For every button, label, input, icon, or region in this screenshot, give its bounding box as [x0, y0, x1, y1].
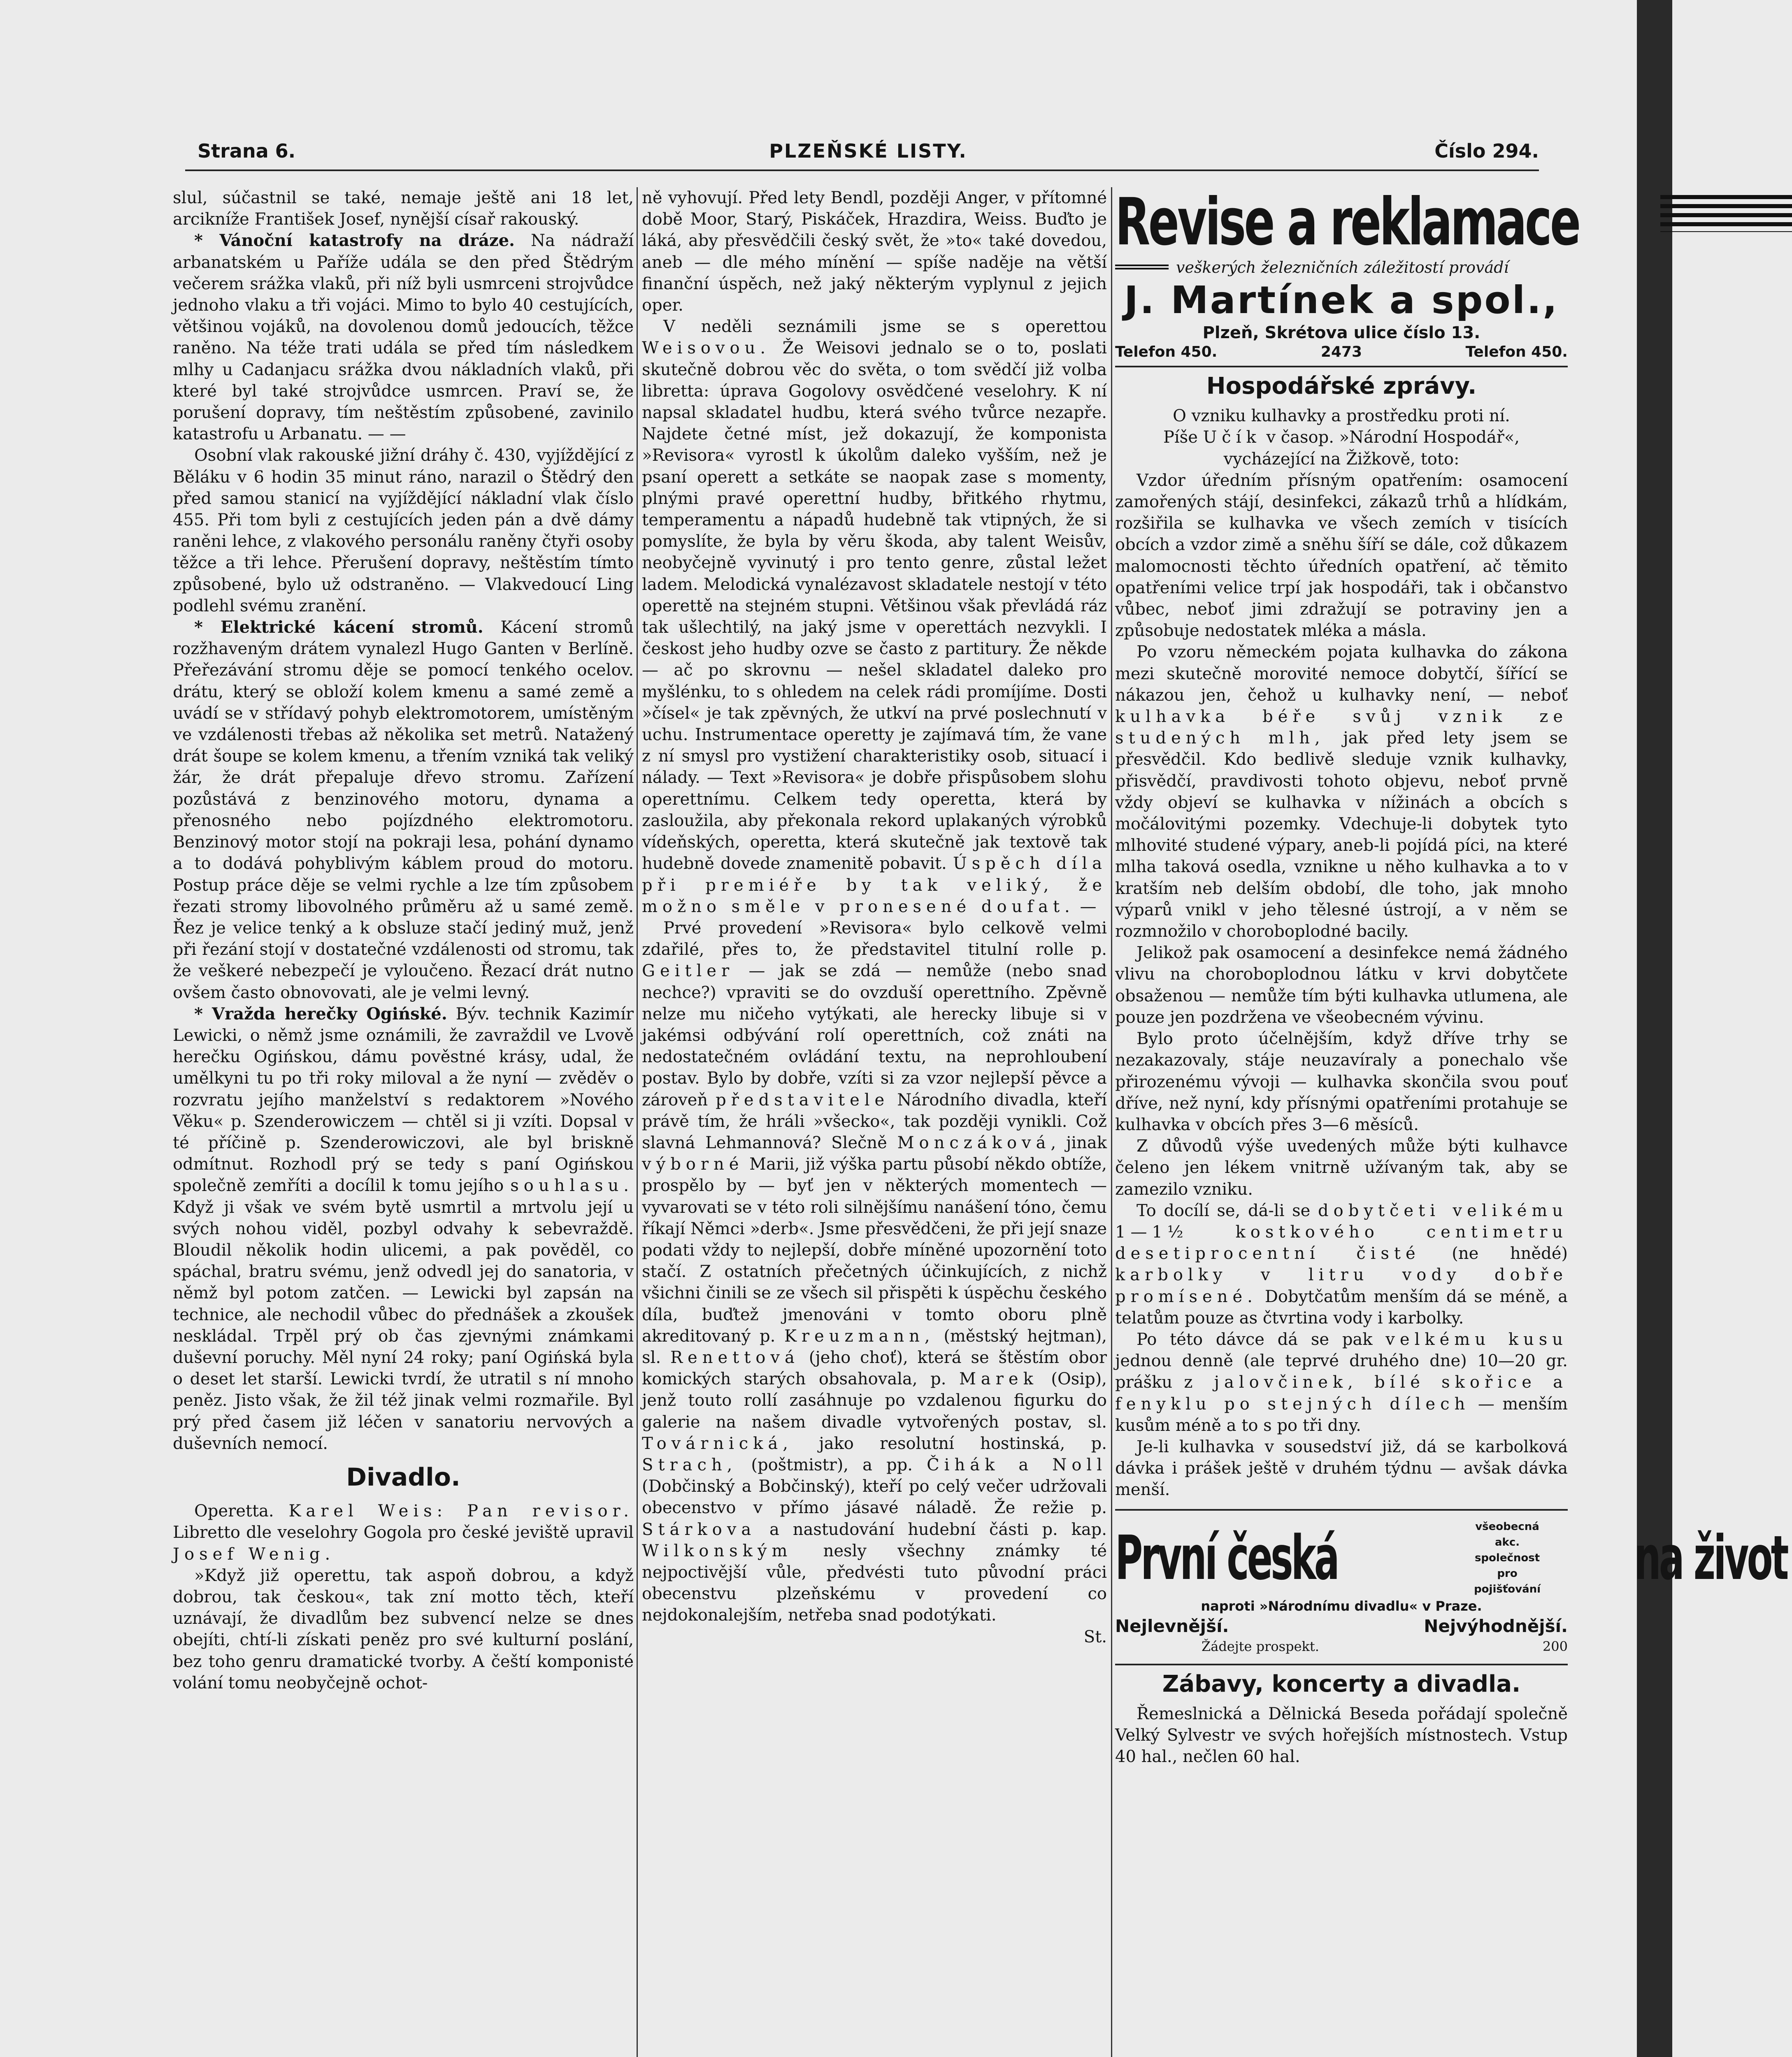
masthead-title: PLZEŇSKÉ LISTY. — [769, 140, 967, 162]
paragraph — [173, 230, 634, 445]
article-text: Marii, již výška partu působí někdo obtíže, prospělo by — byť jen v některých momentech — vyvarovati se v této roli silnějšímu nanášení tóno, čemu říkají Němci »derb«. Jsme přesvědčeni, že při její snaze podati vždy to nejlepší, dobře míněné upozornění toto stačí. Z ostatních přečetných účinkujících, z nichž všichni činili se ze všech sil přispěti k úspěchu českého díla, buďtež jmenováni v tomto oboru plně akreditovaný p. — [642, 1155, 1107, 1346]
article-text: Národního divadla, kteří právě tím, že hráli »všecko«, tak později vynikli. Což slavná Lehmannová? Slečně — [642, 1090, 1107, 1152]
ad-address: naproti »Národnímu divadlu« v Praze. — [1201, 1598, 1482, 1614]
column-3 — [1115, 184, 1787, 1767]
ad-number: 2473 — [1320, 344, 1362, 360]
spaced-text: dobytčeti velikému 1—1½ kostkového centimetru desetiprocentní čisté — [1115, 1201, 1568, 1263]
article-text: — menším kusům méně a to s po tři dny. — [1115, 1394, 1568, 1435]
article-text: To docílí se, dá-li se — [1137, 1201, 1311, 1220]
ad-firm-name: J. Martínek a spol., — [1124, 278, 1559, 322]
article-text: jednou denně (ale teprvé druhého dne) 10—20 gr. prášku — [1115, 1351, 1568, 1392]
column-divider — [637, 187, 638, 2057]
ad-footer-row — [1115, 1637, 1568, 1655]
ad-middle-line: pro pojišťování — [1474, 1567, 1541, 1595]
article-text: (poštmistr), a pp. — [751, 1455, 913, 1474]
article-text: Když ji však ve svém bytě usmrtil a mrtvolu její u svých nohou viděl, pozbyl odvahy k sebevraždě. Bloudil několik hodin ulicemi, a pak pověděl, co spáchal, bratru svému, jenž odvedl jej do sanatoria, v němž byl potom zatčen. — Lewicki byl zapsán na technice, ale nechodil vůbec do přednášek a zkoušek neskládal. Trpěl prý ob čas zjevnými známkami duševní poruchy. Měl nyní 24 roky; paní Ogińská byla o deset let starší. Lewicki tvrdí, že utratil s ní mnoho peněz. Jisto však, že žil též jinak velmi rozmařile. Byl prý před časem již léčen v sanatoriu nervových a duševních nemocí. — [173, 1198, 634, 1453]
paragraph — [1115, 1200, 1568, 1329]
spaced-text: Továrnická, — [642, 1434, 793, 1453]
ad-slogan-row — [1115, 1615, 1568, 1637]
ad-middle-line: všeobecná akc. — [1475, 1520, 1539, 1549]
article-text: nesly všechny známky té nejpoctivější vůle, předvésti tuto původní práci obecenstvu plzeňskému v provedení co nejdokonalejším, netřeba snad podotýkati. — [642, 1541, 1107, 1625]
column-2 — [642, 187, 1107, 1648]
spaced-text: Čihák a Noll — [927, 1455, 1107, 1474]
article-text: — — [1080, 897, 1097, 916]
spaced-text: představitele — [716, 1090, 890, 1110]
spaced-text: Učík — [1203, 428, 1261, 447]
spaced-text: kulhavka béře svůj vznik ze studených mlh, — [1115, 707, 1568, 748]
paragraph — [1115, 427, 1568, 469]
column-divider — [1111, 187, 1112, 2057]
article-text: (jeho choť), která se štěstím obor komických starých obsahovala, p. — [642, 1348, 1107, 1389]
article-text: Dobytčatům menším dá se méně, a telatům pouze as čtvrtina vody i karbolky. — [1115, 1287, 1568, 1328]
paragraph — [1115, 1329, 1568, 1436]
ad-address: Plzeň, Skrétova ulice číslo 13. — [1202, 323, 1481, 342]
ad-telephone-left: Telefon 450. — [1115, 344, 1218, 360]
section-heading-divadlo: Divadlo. — [346, 1463, 460, 1492]
spaced-text: Renettová — [670, 1348, 800, 1367]
section-heading-zabavy: Zábavy, koncerty a divadla. — [1162, 1670, 1521, 1697]
spaced-text: velkému kusu — [1385, 1330, 1568, 1349]
paragraph: Z důvodů výše uvedených může býti kulhavce čeleno jen lékem vnitrně užívaným tak, aby se zamezilo vzniku. — [1115, 1137, 1568, 1199]
article-text: jak před lety jsem se přesvědčil. Kdo bedlivě sleduje vznik kulhavky, přisvědčí, pravdivosti tohoto objevu, neboť prvně vždy objeví se kulhavka v nížinách a obcích s močálovitými pozemky. Vdechuje-li dobytek tyto mlhovité studené výpary, aneb-li pojídá píci, na které mlha taková osedla, vznikne u něho kulhavka a to v kratším neb delším období, dle toho, jak mnoho výparů vnikl v jeho tělesné ústrojí, a v něm se rozmnožilo v choroboplodné bacily. — [1115, 729, 1568, 941]
ad-title-right: na život — [1634, 1522, 1787, 1593]
article-text: Na nádraží arbanatském u Paříže udála se den před Štědrým večerem srážka vlaků, při níž byli usmrceni strojvůdce jednoho vlaku a tři vojáci. Mimo to bylo 40 cestujících, většinou vojáků, na dovolenou domů jedoucích, těžce raněno. Na téže trati udála se před tím následkem mlhy u Cadanjacu srážka dvou nákladních vlaků, při které byl také strojvůdce usmrcen. Praví se, že porušení dopravy, tím neštěstím způsobené, zavinilo katastrofu u Arbanatu. — — — [173, 231, 634, 444]
article-heading: * Vražda herečky Ogińské. — [194, 1004, 447, 1024]
article-text: Po vzoru německém pojata kulhavka do zákona mezi skutečně morovité nemoce dobytčí, šířící se nákazou jen, čehož u kulhavky není, — neboť — [1115, 643, 1568, 705]
ad-middle-block — [1474, 1519, 1541, 1597]
article-signature: St. — [1083, 1627, 1107, 1646]
article-text: Po této dávce dá se pak — [1137, 1330, 1373, 1349]
article-text: Píše — [1163, 428, 1198, 447]
article-text: a nastudování hudební části p. kap. — [769, 1520, 1107, 1539]
decorative-stripes — [1660, 195, 1792, 232]
column-1 — [173, 187, 634, 1694]
article-text: Libretto dle veselohry Gogola pro české jeviště upravil — [173, 1523, 634, 1542]
spaced-text: Monczáková — [897, 1133, 1051, 1152]
article-text: , jinak — [1051, 1133, 1107, 1152]
spaced-text: Josef Wenig. — [173, 1544, 335, 1564]
ad-telephone-right: Telefon 450. — [1465, 344, 1568, 360]
article-text: v časop. »Národní Hospodář«, vycházející na Žižkově, toto: — [1223, 428, 1520, 469]
article-text: Býv. technik Kazimír Lewicki, o němž jsme oznámili, že zavraždil ve Lvově herečku Ogińskou, dámu pověstné krásy, udal, že umělkyni tu po tři roky miloval a že nyní — zvěděv o rozvratu jejího manželství s redaktorem »Nového Věku« p. Szenderowiczem — chtěl si ji vzíti. Dopsal v té příčině p. Szenderowiczovi, ale byl briskně odmítnut. Rozhodl prý se tedy s paní Ogińskou společně zemříti a docílil k tomu jejího — [173, 1004, 634, 1196]
spaced-text: Weisovou. — [642, 339, 771, 358]
article-text: Kácení stromů rozžhaveným drátem vynalezl Hugo Ganten v Berlíně. Přeřezávání stromu děje se pomocí tenkého ocelov. drátu, který se obloží kolem kmenu a samé země a uvádí se v střídavý pohyb elektromotorem, umístěným ve vzdálenosti třebas až několika set metrů. Natažený drát šoupe se kolem kmenu, a třením vzniká tak veliký žár, že drát přepaluje dřevo stromu. Zařízení pozůstává z benzinového motoru, dynama a přenosného nebo pojízdného elektromotoru. Benzinový motor stojí na pokraji lesa, pohání dynamo a to dodává pohyblivým káblem proud do motoru. Postup práce děje se velmi rychle a lze tím způsobem řezati stromy libovolného průměru až u samé země. Řez je velice tenký a k obsluze stačí jediný muž, jenž při řezání stojí v dostatečné vzdálenosti od stromu, tak že veškeré nebezpečí je vyloučeno. Řezací drát nutno ovšem často obnovovati, ale je velmi levný. — [173, 618, 634, 1002]
spaced-text: Wilkonským — [642, 1541, 793, 1560]
article-text: Prvé provedení »Revisora« bylo celkově velmi zdařilé, přes to, že představitel titulní rolle p. — [642, 918, 1107, 959]
spaced-text: výborné — [642, 1155, 744, 1174]
spaced-text: Karel Weis: Pan revisor. — [288, 1502, 634, 1521]
article-text: (Dobčinský a Bobčinský), kteří po celý večer udržovali obecenstvo v přímo jásavé náladě. Že režie p. — [642, 1477, 1107, 1518]
page-header — [198, 132, 1539, 169]
article-text: Operetta. — [194, 1502, 274, 1521]
ad-title: Revise a reklamace — [1115, 184, 1579, 260]
spaced-text: Kreuzmann, — [784, 1326, 935, 1346]
scan-edge-right — [1637, 0, 1672, 2057]
article-text: (ne hnědé) — [1452, 1244, 1568, 1263]
article-heading: * Elektrické kácení stromů. — [194, 618, 483, 637]
article-text: (městský hejtman), sl. — [642, 1326, 1107, 1367]
advertisement-prvni-ceska — [1115, 1509, 1787, 1665]
newspaper-page — [169, 70, 1787, 2057]
paragraph: »Když již operettu, tak aspoň dobrou, a když dobrou, tak českou«, tak zní motto těch, kteří uznávají, že divadlům bez subvencí nelze se dnes obejíti, chtí-li získati peněz pro své kulturní poslání, bez toho genru dramatické tvorby. A čeští komponisté volání tomu neobyčejně ochot- — [173, 1566, 634, 1692]
spaced-text: Strach, — [642, 1455, 737, 1474]
ad-telephone-row — [1115, 343, 1568, 362]
article-text: (Osip), jenž touto rollí zasáhnuje po vzdalenou figurku do galerie na našem divadle vytvořených postav, sl. — [642, 1370, 1107, 1432]
spaced-text: Stárkova — [642, 1520, 756, 1539]
section-heading-hospodarske: Hospodářské zprávy. — [1206, 373, 1477, 399]
paragraph: slul, súčastnil se také, nemaje ještě ani 18 let, arcikníže František Josef, nynější císař rakouský. — [173, 188, 634, 229]
spaced-text: souhlasu. — [510, 1176, 634, 1196]
paragraph: Vzdor úředním přísným opatřením: osamocení zamořených stájí, desinfekci, zákazů trhů a hlídkám, rozšiřila se kulhavka ve všech zemích v tisících obcích a vzdor zimě a sněhu šíří se dále, což důkazem malomocnosti těchto úředních opatření, ač těmito opatřeními velice trpí jak hospodáři, tak i občanstvo vůbec, neboť jimi zdražují se potraviny jen a způsobuje nedostatek mléka a másla. — [1115, 471, 1568, 641]
article-text: jako resolutní hostinská, p. — [819, 1434, 1107, 1453]
ad-middle-line: společnost — [1474, 1551, 1540, 1564]
spaced-text: Geitler — [642, 961, 734, 981]
paragraph: Je-li kulhavka v sousedství již, dá se karbolková dávka i prášek ještě v druhém týdnu — avšak dávka menší. — [1115, 1437, 1568, 1500]
article-text: — jak se zdá — nemůže (nebo snad nechce?) vpraviti se do ovzduší operettního. Zpěvně nelze mu ničeho vytýkati, ale herecky libuje si v jakémsi odbývání rolí operettních, což znáti na nedostatečném ovládání textu, na neprohloubení postav. Bylo by dobře, vzíti si za vzor nejlepší pěvce a zároveň — [642, 961, 1107, 1110]
page-number: Strana 6. — [198, 140, 296, 162]
spaced-text: karbolky v litru vody dobře promísené. — [1115, 1265, 1568, 1306]
article-text: Že Weisovi jednalo se o to, poslati skutečně dobrou věc do světa, o tom svědčí již volba libretta: úprava Gogolovy osvědčené veselohry. K ní napsal skladatel hudbu, která svého tvůrce nezapře. Najdete četné míst, jež dokazují, že komponista »Revisora« vyrostl k úkolům daleko vyšším, než je psaní operett a setkáte se naopak zase s momenty, plnými pravé operettní hudby, břitkého rhytmu, temperamentu a nápadů hudebně tak vtipných, že si pomyslíte, že byla by věru škoda, aby talent Weisův, neobyčejně vyvinutý i pro tento genre, zůstal ležet ladem. Melodická vynalézavost skladatele nestojí v této operettě na stejném stupni. Většinou však převládá ráz tak ušlechtilý, na jaký jsme v operettách nezvykli. I českost jeho hudby ozve se často z partitury. Že někde — ač po skrovnu — nešel skladatel daleko pro myšlénku, to s ohledem na celek rádi promíjíme. Dosti »čísel« je tak zpěvných, že utkví na prvé poslechnutí v uchu. Instrumentace operetty je zajímavá tím, že vane z ní smysl pro vystižení charakteristiky osob, situací i nálady. — Text »Revisora« je dobře přispůsobem slohu operettnímu. Celkem tedy operetta, která by zasloužila, aby překonala rekord uplakaných výrobků vídeňských, operetta, která skutečně jak textově tak hudebně dovede znamenitě pobavit. — [642, 339, 1107, 873]
article-subheading: O vzniku kulhavky a prostředku proti ní. — [1173, 406, 1510, 426]
ad-slogan-left: Nejlevnější. — [1115, 1616, 1229, 1636]
paragraph: ně vyhovují. Před lety Bendl, později Anger, v přítomné době Moor, Starý, Piskáček, Hrazdira, Weiss. Buďto je láká, aby přesvědčili český svět, že »to« také dovedou, aneb — dle mého mínění — spíše naděje na větší finanční úspěch, než jaký některým vyplynul z jejich oper. — [642, 188, 1107, 315]
issue-number: Číslo 294. — [1434, 140, 1539, 162]
spaced-text: Úspěch díla při premiéře by tak veliký, že možno směle v pronesené doufat. — [642, 854, 1107, 916]
paragraph — [173, 1500, 634, 1565]
paragraph: Jelikož pak osamocení a desinfekce nemá žádného vlivu na choroboplodnou látku v krvi dobytčete obsaženou — nemůže tím býti kulhavka utlumena, ale pouze jen pozdržena ve všeobecném vývinu. — [1115, 943, 1568, 1027]
paragraph: Řemeslnická a Dělnická Beseda pořádají společně Velký Sylvestr ve svých hořejších místnostech. Vstup 40 hal., nečlen 60 hal. — [1115, 1704, 1568, 1767]
spaced-text: Marek — [959, 1370, 1038, 1389]
ad-title-left: První česká — [1115, 1522, 1338, 1593]
ad-slogan-right: Nejvýhodnější. — [1424, 1616, 1568, 1636]
ad-footer-number: 200 — [1542, 1638, 1568, 1654]
ad-footer-text: Žádejte prospekt. — [1202, 1638, 1319, 1654]
ad-subtitle-row — [1115, 257, 1568, 278]
paragraph — [642, 917, 1107, 1626]
paragraph — [173, 1003, 634, 1454]
decorative-rule — [1115, 265, 1169, 270]
paragraph — [642, 316, 1107, 917]
article-text: V neděli seznámili jsme se s operettou — [663, 317, 1107, 337]
ad-subtitle: veškerých železničních záležitostí provádí — [1176, 258, 1509, 276]
ad-title-row — [1115, 1519, 1787, 1597]
ad-title-row — [1115, 184, 1579, 260]
paragraph: Bylo proto účelnějším, když dříve trhy se nezakazovaly, stáje neuzavíraly a ponechalo vše přirozenému vývoji — kulhavka skončila svou pouť dříve, než nyní, kdy přísnými opatřeními protahuje se kulhavka v obcích přes 3—6 měsíců. — [1115, 1029, 1568, 1134]
header-rule — [185, 169, 1539, 171]
paragraph — [1115, 641, 1568, 942]
spaced-text: z jalovčinek, bílé skořice a fenyklu po stejných dílech — [1115, 1373, 1568, 1414]
advertisement-martinek — [1115, 184, 1579, 367]
paragraph — [173, 617, 634, 1003]
paragraph: Osobní vlak rakouské jižní dráhy č. 430, vyjíždějící z Běláku v 6 hodin 35 minut ráno, narazil o Štědrý den před samou stanicí na vyjíždějící nákladní vlak číslo 455. Při tom byli z cestujících jeden pán a dvě dámy raněni lehce, z vlakového personálu raněny čtyři osoby těžce a tři lehce. Přerušení dopravy, neštěstím tímto způsobené, bylo už odstraněno. — Vlakvedoucí Ling podlehl svému zranění. — [173, 446, 634, 615]
article-heading: * Vánoční katastrofy na dráze. — [194, 231, 515, 251]
